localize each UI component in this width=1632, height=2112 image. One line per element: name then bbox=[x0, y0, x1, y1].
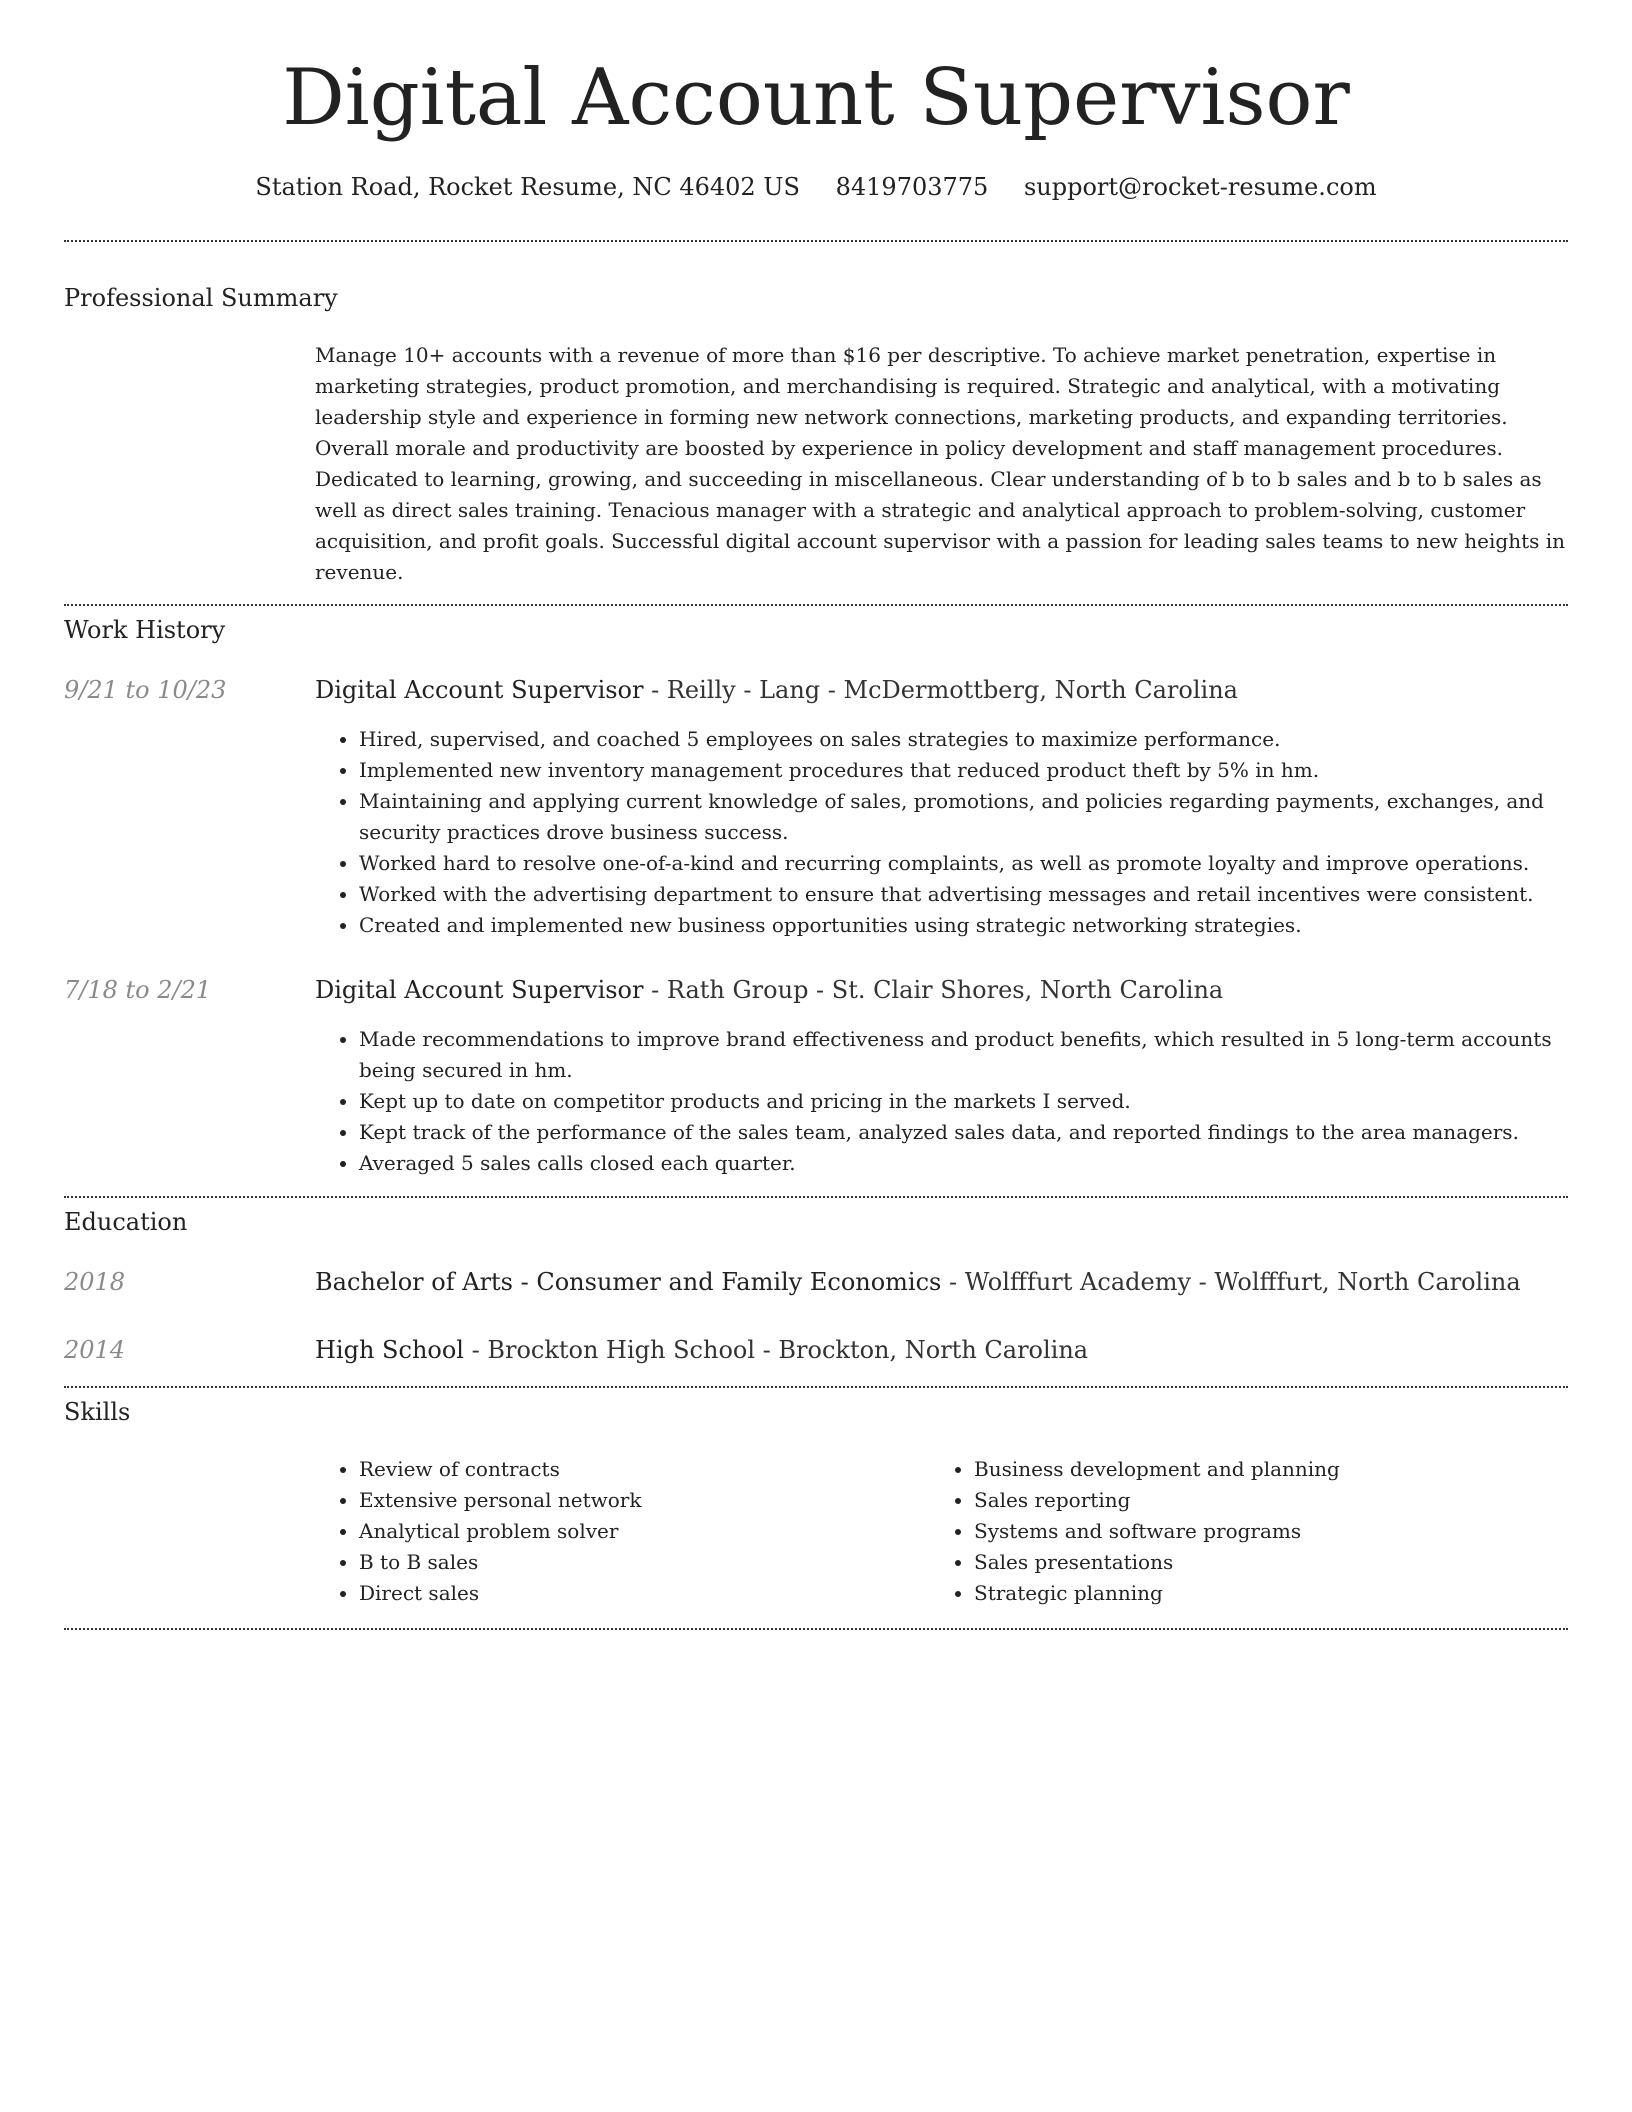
job-bullet: • Made recommendations to improve brand effectiveness and product benefits, which resulted in 5 long-term accounts being secured in hm. bbox=[359, 1024, 1568, 1086]
job-role: Digital Account Supervisor bbox=[315, 676, 644, 704]
job-bullets bbox=[315, 1024, 1568, 1179]
skill-item: • B to B sales bbox=[359, 1547, 895, 1578]
skill-item: • Review of contracts bbox=[359, 1454, 895, 1485]
skill-item: • Sales presentations bbox=[974, 1547, 1510, 1578]
job-bullet: • Kept up to date on competitor products and pricing in the markets I served. bbox=[359, 1086, 1568, 1117]
skills-divider bbox=[64, 1628, 1568, 1630]
header-divider bbox=[64, 240, 1568, 242]
job-bullet: • Hired, supervised, and coached 5 employees on sales strategies to maximize performance. bbox=[359, 724, 1568, 755]
resume-name-heading: Digital Account Supervisor bbox=[282, 53, 1350, 143]
skill-item: • Systems and software programs bbox=[974, 1516, 1510, 1547]
job-bullet: • Maintaining and applying current knowledge of sales, promotions, and policies regarding payments, exchanges, and security practices drove business success. bbox=[359, 786, 1568, 848]
education-degree: Bachelor of Arts - Consumer and Family Economics bbox=[315, 1268, 942, 1296]
education-year: 2018 bbox=[64, 1268, 126, 1296]
skill-item: • Extensive personal network bbox=[359, 1485, 895, 1516]
job-employer: - Reilly - Lang - McDermottberg, North Carolina bbox=[643, 676, 1238, 704]
skill-item: • Strategic planning bbox=[974, 1578, 1510, 1609]
education-divider bbox=[64, 1386, 1568, 1388]
skills-list-right bbox=[930, 1454, 1510, 1609]
job-role: Digital Account Supervisor bbox=[315, 976, 644, 1004]
work-divider bbox=[64, 1196, 1568, 1198]
education-school: - Brockton High School - Brockton, North Carolina bbox=[463, 1336, 1089, 1364]
job-title bbox=[315, 974, 1568, 1006]
skills-list-left bbox=[315, 1454, 895, 1609]
education-year: 2014 bbox=[64, 1336, 126, 1364]
summary-divider bbox=[64, 604, 1568, 606]
job-bullet: • Kept track of the performance of the sales team, analyzed sales data, and reported findings to the area managers. bbox=[359, 1117, 1568, 1148]
contact-phone: 8419703775 bbox=[835, 173, 989, 201]
skill-item: • Sales reporting bbox=[974, 1485, 1510, 1516]
job-bullet: • Worked hard to resolve one-of-a-kind and recurring complaints, as well as promote loyalty and improve operations. bbox=[359, 848, 1568, 879]
summary-text: Manage 10+ accounts with a revenue of more than $16 per descriptive. To achieve market penetration, expertise in marketing strategies, product promotion, and merchandising is required. Strategic and analytical, with a motivating leadership style and experience in forming new network connections, marketing products, and expanding territories. Overall morale and productivity are boosted by experience in policy development and staff management procedures. Dedicated to learning, growing, and succeeding in miscellaneous. Clear understanding of b to b sales and b to b sales as well as direct sales training. Tenacious manager with a strategic and analytical approach to problem-solving, customer acquisition, and profit goals. Successful digital account supervisor with a passion for leading sales teams to new heights in revenue. bbox=[315, 343, 1566, 584]
education-section-title: Education bbox=[64, 1208, 188, 1236]
contact-line bbox=[64, 170, 1568, 204]
job-bullet: • Averaged 5 sales calls closed each quarter. bbox=[359, 1148, 1568, 1179]
job-bullet: • Worked with the advertising department to ensure that advertising messages and retail incentives were consistent. bbox=[359, 879, 1568, 910]
job-title bbox=[315, 674, 1568, 706]
job-employer: - Rath Group - St. Clair Shores, North Carolina bbox=[643, 976, 1224, 1004]
skill-item: • Analytical problem solver bbox=[359, 1516, 895, 1547]
contact-email: support@rocket-resume.com bbox=[1023, 173, 1377, 201]
education-school: - Wolfffurt Academy - Wolfffurt, North Carolina bbox=[941, 1268, 1521, 1296]
skill-item: • Direct sales bbox=[359, 1578, 895, 1609]
summary-section-title: Professional Summary bbox=[64, 284, 338, 312]
contact-address: Station Road, Rocket Resume, NC 46402 US bbox=[255, 173, 800, 201]
job-bullet: • Implemented new inventory management procedures that reduced product theft by 5% in hm. bbox=[359, 755, 1568, 786]
job-bullets bbox=[315, 724, 1568, 941]
skill-item: • Business development and planning bbox=[974, 1454, 1510, 1485]
education-degree: High School bbox=[315, 1336, 464, 1364]
job-dates: 7/18 to 2/21 bbox=[64, 976, 212, 1004]
job-dates: 9/21 to 10/23 bbox=[64, 676, 227, 704]
education-entry bbox=[315, 1266, 1568, 1298]
skills-section-title: Skills bbox=[64, 1398, 131, 1426]
job-bullet: • Created and implemented new business opportunities using strategic networking strategies. bbox=[359, 910, 1568, 941]
work-history-section-title: Work History bbox=[64, 616, 226, 644]
education-entry bbox=[315, 1334, 1568, 1366]
